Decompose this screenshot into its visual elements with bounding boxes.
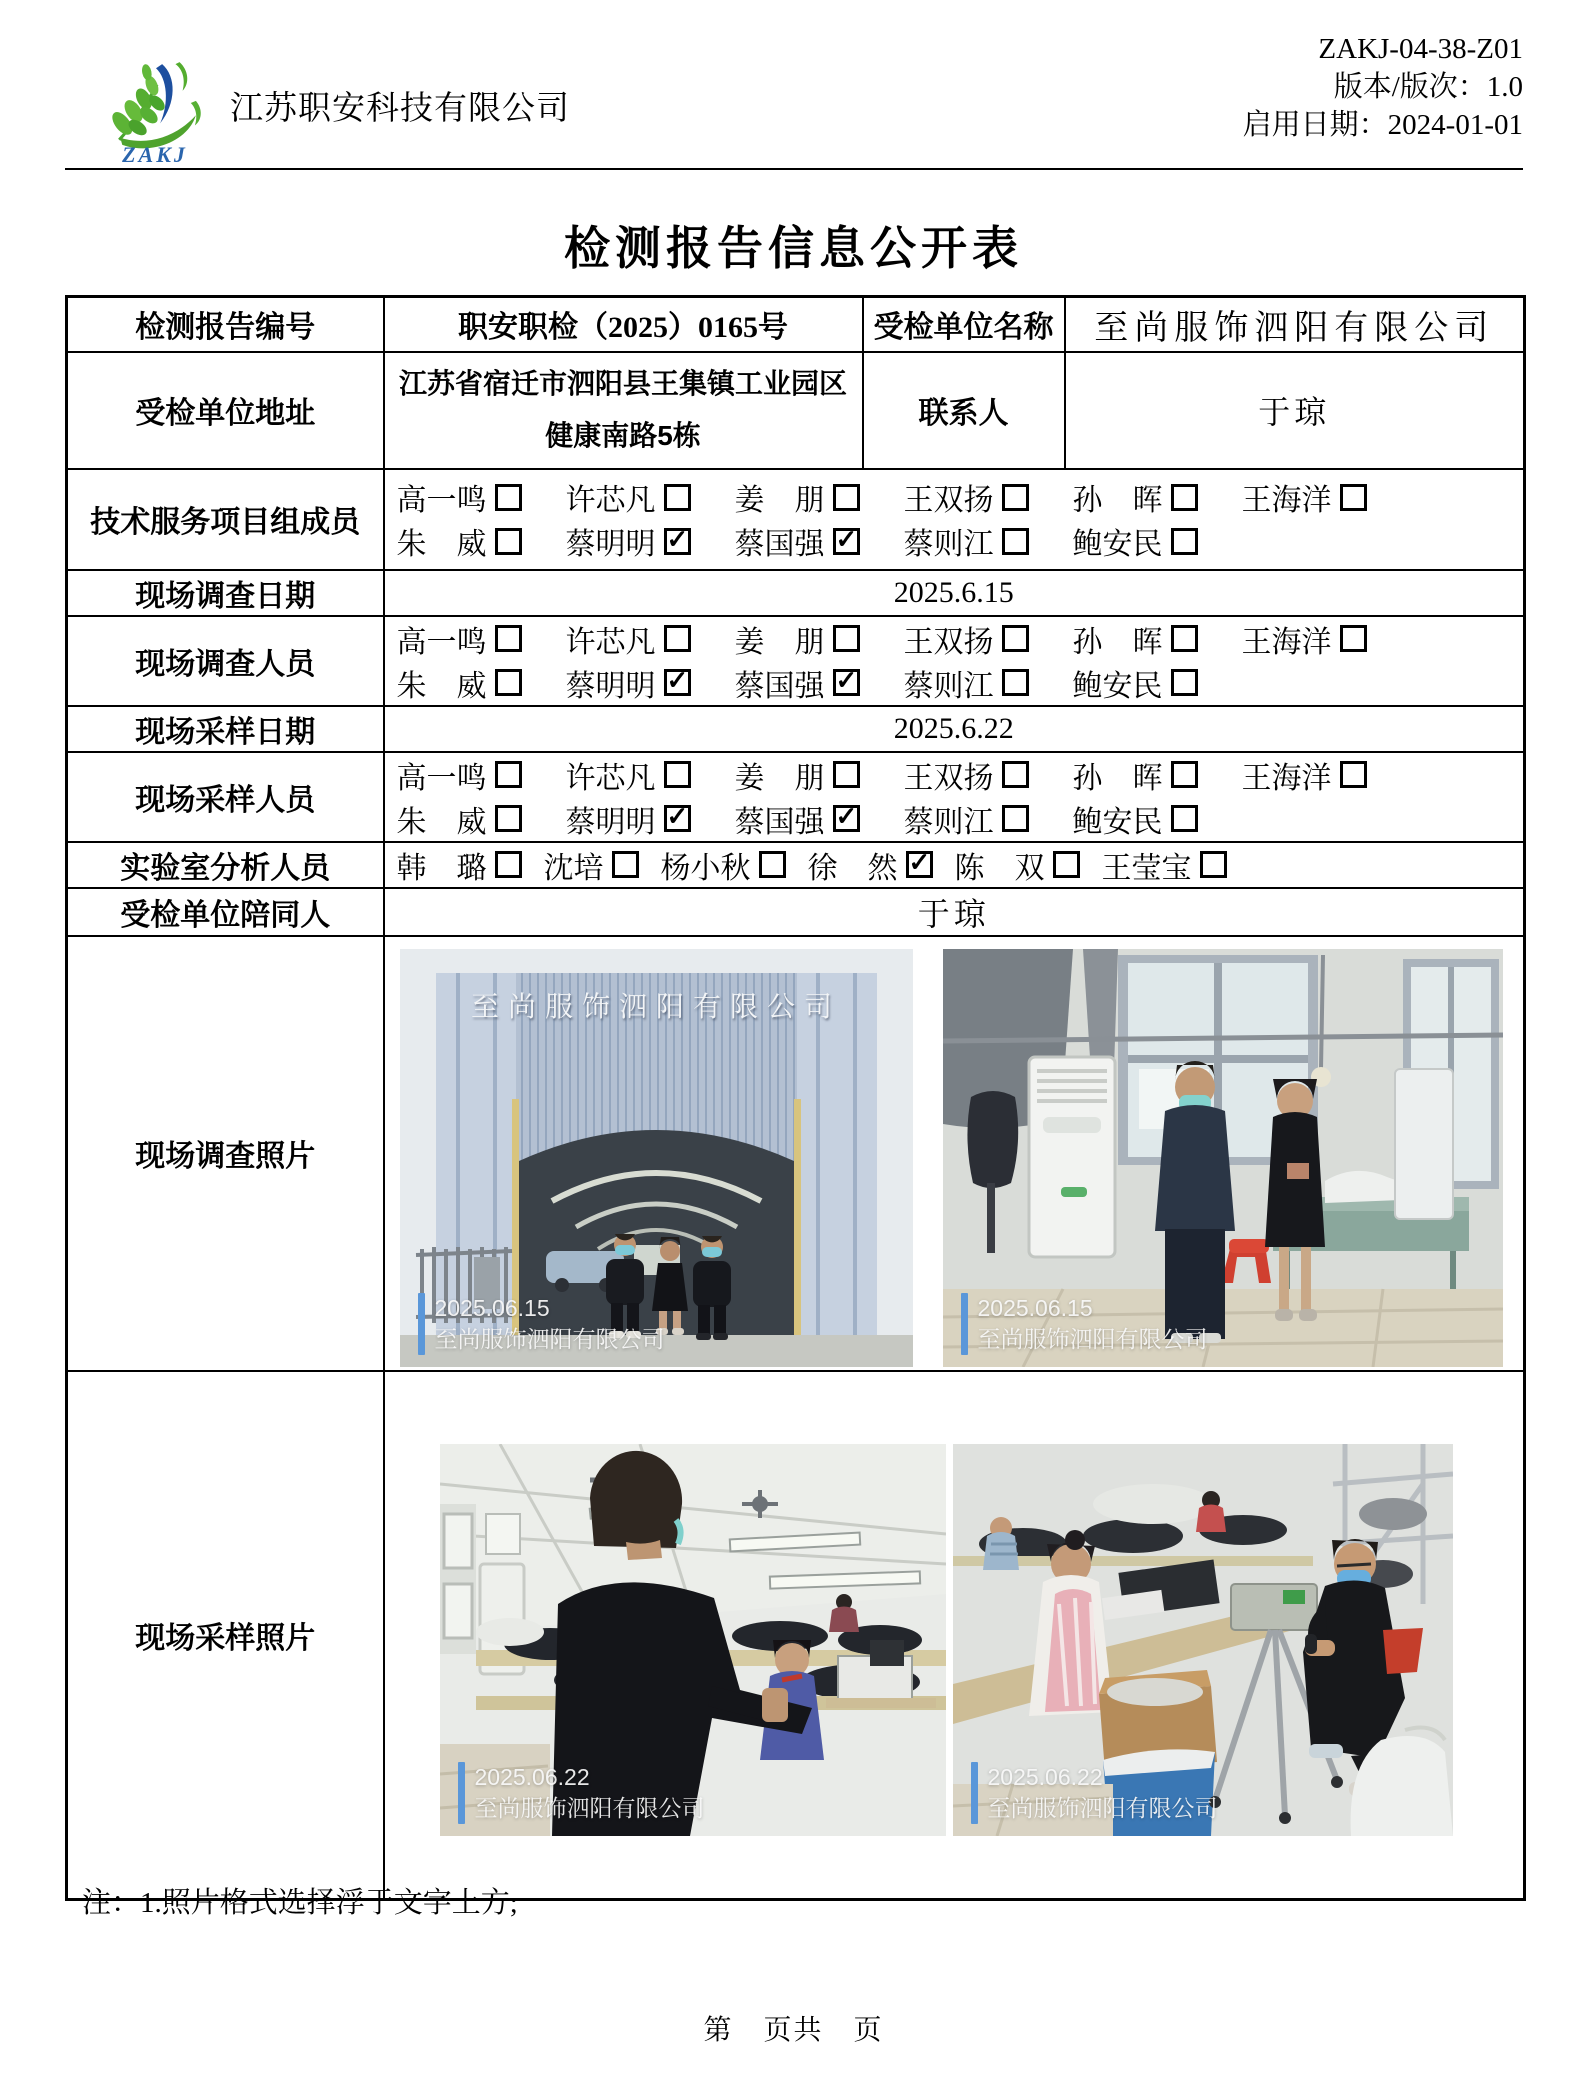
checkbox-checked[interactable] [664,805,691,832]
member-name: 姜 朋 [734,761,825,795]
checkbox-unchecked[interactable] [1002,484,1029,511]
member-item [735,617,860,661]
member-name: 高一鸣 [396,761,487,795]
member-name: 蔡国强 [734,805,825,839]
photo-watermark [418,1293,665,1355]
checkbox-unchecked[interactable] [495,761,522,788]
member-item [1073,475,1198,519]
photo-watermark [971,1762,1218,1824]
member-line [397,475,1524,519]
checkbox-unchecked[interactable] [495,805,522,832]
member-item [566,753,691,797]
sampling-photos-cell [384,1371,1525,1900]
checkbox-unchecked[interactable] [1002,625,1029,652]
address-label: 受检单位地址 [67,352,384,469]
team-members-cell [384,469,1525,570]
page-number-footer: 第 页共 页 [703,2015,884,2046]
member-name: 许芯凡 [565,625,656,659]
checkbox-checked[interactable] [833,669,860,696]
table-row [67,842,1525,888]
member-item [904,617,1029,661]
member-name: 王双扬 [903,484,994,517]
companion-value: 于琼 [384,888,1525,936]
member-name: 孙 晖 [1072,625,1163,659]
member-name: 蔡则江 [903,528,994,561]
survey-photo-factory-entrance [400,949,913,1367]
checkbox-unchecked[interactable] [1171,761,1198,788]
checkbox-unchecked[interactable] [759,851,786,878]
sampling-photo-instrument [953,1444,1453,1836]
survey-staff-label: 现场调查人员 [67,616,384,706]
checkbox-unchecked[interactable] [1171,805,1198,832]
checkbox-unchecked[interactable] [1340,484,1367,511]
checkbox-unchecked[interactable] [664,761,691,788]
member-name: 姜 朋 [734,484,825,517]
checkbox-unchecked[interactable] [833,625,860,652]
watermark-bar [418,1293,425,1355]
member-item [1073,661,1198,705]
member-item [661,843,786,887]
checkbox-unchecked[interactable] [1002,761,1029,788]
member-line [397,797,1524,841]
member-item [735,797,860,841]
member-item [544,843,639,887]
watermark-date: 2025.06.15 [434,1294,550,1321]
document-code: ZAKJ-04-38-Z01 [1318,33,1523,65]
member-name: 许芯凡 [565,484,656,517]
report-no-label: 检测报告编号 [67,297,384,352]
member-item [904,753,1029,797]
member-name: 姜 朋 [734,625,825,659]
member-name: 高一鸣 [396,484,487,517]
member-name: 徐 然 [807,851,898,885]
member-item [735,475,860,519]
table-row [67,706,1525,752]
checkbox-unchecked[interactable] [1340,625,1367,652]
checkbox-unchecked[interactable] [612,851,639,878]
document-meta [1243,30,1523,144]
member-item [1102,843,1227,887]
checkbox-unchecked[interactable] [664,625,691,652]
member-name: 鲍安民 [1072,669,1163,703]
checkbox-unchecked[interactable] [833,484,860,511]
member-item [397,617,522,661]
page-title: 检测报告信息公开表 [564,223,1023,274]
watermark-company: 至尚服饰泗阳有限公司 [434,1325,665,1352]
member-name: 许芯凡 [565,761,656,795]
building-sign-text: 至尚服饰泗阳有限公司 [470,991,841,1023]
watermark-date: 2025.06.15 [977,1294,1093,1321]
member-line [397,753,1524,797]
watermark-company: 至尚服饰泗阳有限公司 [987,1794,1218,1821]
checkbox-unchecked[interactable] [1200,851,1227,878]
photo-watermark [961,1293,1208,1355]
member-item [904,519,1029,563]
checkbox-unchecked[interactable] [1002,669,1029,696]
member-name: 孙 晖 [1072,484,1163,517]
document-version: 版本/版次：1.0 [1333,71,1523,103]
sampling-photo-workshop [440,1444,946,1836]
member-name: 王海洋 [1241,761,1332,795]
checkbox-unchecked[interactable] [495,625,522,652]
watermark-date: 2025.06.22 [474,1763,590,1790]
table-row [67,297,1525,352]
member-item [397,753,522,797]
member-name: 王双扬 [903,761,994,795]
photo-watermark [458,1762,705,1824]
member-name: 蔡明明 [565,805,656,839]
member-name: 高一鸣 [396,625,487,659]
unit-name-value: 至尚服饰泗阳有限公司 [1065,297,1525,352]
companion-label: 受检单位陪同人 [67,888,384,936]
member-name: 蔡则江 [903,805,994,839]
table-row [67,616,1525,706]
member-item [735,661,860,705]
checkbox-unchecked[interactable] [1053,851,1080,878]
member-name: 朱 威 [396,528,487,561]
member-item [904,797,1029,841]
watermark-company: 至尚服饰泗阳有限公司 [474,1794,705,1821]
sampling-date-value: 2025.6.22 [384,706,1525,752]
member-name: 韩 璐 [396,851,487,885]
lab-staff-cell [384,842,1525,888]
company-name: 江苏职安科技有限公司 [230,91,570,127]
checkbox-checked[interactable] [664,528,691,555]
member-item [735,519,860,563]
address-line1: 江苏省宿迁市泗阳县王集镇工业园区 [398,368,847,399]
checkbox-unchecked[interactable] [1171,625,1198,652]
member-item [1073,753,1198,797]
member-item [808,843,933,887]
member-item [397,661,522,705]
sampling-date-label: 现场采样日期 [67,706,384,752]
checkbox-unchecked[interactable] [495,669,522,696]
member-name: 蔡明明 [565,528,656,561]
checkbox-checked[interactable] [833,528,860,555]
sampling-photo-label: 现场采样照片 [67,1371,384,1900]
member-name: 王海洋 [1241,484,1332,517]
member-name: 杨小秋 [660,851,751,885]
member-item [566,519,691,563]
survey-date-label: 现场调查日期 [67,570,384,616]
checkbox-unchecked[interactable] [1171,484,1198,511]
checkbox-unchecked[interactable] [1171,669,1198,696]
member-item [397,797,522,841]
member-name: 朱 威 [396,669,487,703]
footnote: 注：1.照片格式选择浮于文字上方; [82,1887,518,1919]
checkbox-unchecked[interactable] [495,484,522,511]
checkbox-unchecked[interactable] [1340,761,1367,788]
member-name: 蔡国强 [734,669,825,703]
member-item [904,661,1029,705]
contact-value: 于琼 [1065,352,1525,469]
member-name: 鲍安民 [1072,528,1163,561]
member-item [397,519,522,563]
unit-name-label: 受检单位名称 [863,297,1065,352]
report-info-table [65,295,1526,1901]
member-name: 朱 威 [396,805,487,839]
lab-staff-label: 实验室分析人员 [67,842,384,888]
member-name: 鲍安民 [1072,805,1163,839]
member-item [566,475,691,519]
watermark-bar [458,1762,465,1824]
checkbox-unchecked[interactable] [1002,528,1029,555]
member-item [1242,753,1367,797]
checkbox-checked[interactable] [906,851,933,878]
member-name: 沈培 [543,851,604,885]
address-value [384,352,863,469]
member-item [397,843,522,887]
member-item [1073,797,1198,841]
member-name: 陈 双 [954,851,1045,885]
survey-date-value: 2025.6.15 [384,570,1525,616]
member-name: 王双扬 [903,625,994,659]
table-row [67,752,1525,842]
member-item [566,617,691,661]
member-item [397,475,522,519]
table-row [67,936,1525,1371]
checkbox-unchecked[interactable] [664,484,691,511]
member-item [1242,475,1367,519]
member-name: 蔡明明 [565,669,656,703]
checkbox-unchecked[interactable] [495,528,522,555]
company-logo-icon [103,58,207,150]
member-name: 蔡国强 [734,528,825,561]
sampling-staff-cell [384,752,1525,842]
header-divider [65,168,1523,170]
survey-staff-cell [384,616,1525,706]
watermark-company: 至尚服饰泗阳有限公司 [977,1325,1208,1352]
address-line2: 健康南路5栋 [545,420,701,451]
checkbox-unchecked[interactable] [833,761,860,788]
logo-text: ZAKJ [122,142,188,167]
member-line [397,519,1524,563]
member-item [1242,617,1367,661]
member-line [397,617,1524,661]
checkbox-checked[interactable] [833,805,860,832]
survey-photos-cell [384,936,1525,1371]
survey-photo-indoor-visit [943,949,1503,1367]
checkbox-unchecked[interactable] [1171,528,1198,555]
contact-label: 联系人 [863,352,1065,469]
member-name: 王莹宝 [1101,851,1192,885]
member-name: 王海洋 [1241,625,1332,659]
document-enable-date: 启用日期：2024-01-01 [1242,109,1523,141]
table-row [67,570,1525,616]
member-item [1073,617,1198,661]
report-no-value: 职安职检（2025）0165号 [384,297,863,352]
watermark-date: 2025.06.22 [987,1763,1103,1790]
checkbox-checked[interactable] [664,669,691,696]
watermark-bar [971,1762,978,1824]
member-name: 蔡则江 [903,669,994,703]
sampling-staff-label: 现场采样人员 [67,752,384,842]
member-item [735,753,860,797]
team-label: 技术服务项目组成员 [67,469,384,570]
member-item [1073,519,1198,563]
table-row [67,352,1525,469]
watermark-bar [961,1293,968,1355]
member-item [904,475,1029,519]
table-row [67,1371,1525,1900]
checkbox-unchecked[interactable] [495,851,522,878]
member-item [955,843,1080,887]
member-item [566,661,691,705]
checkbox-unchecked[interactable] [1002,805,1029,832]
table-row [67,888,1525,936]
member-line [397,661,1524,705]
member-item [566,797,691,841]
table-row [67,469,1525,570]
member-line [397,843,1524,887]
member-name: 孙 晖 [1072,761,1163,795]
survey-photo-label: 现场调查照片 [67,936,384,1371]
